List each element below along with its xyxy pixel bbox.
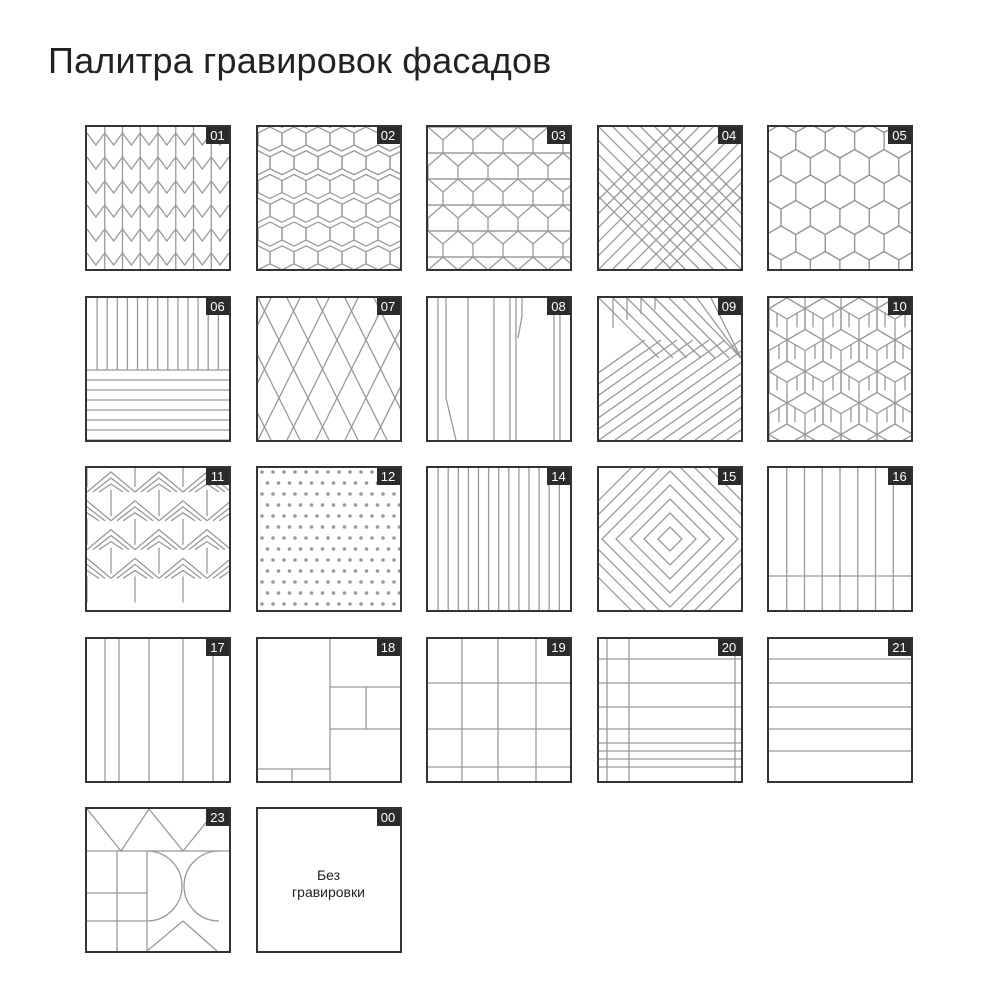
engraving-pattern-horizontal-lines — [769, 639, 911, 781]
tile-code-badge: 12 — [377, 468, 400, 485]
engraving-tile-06[interactable] — [85, 296, 231, 442]
engraving-tile-10[interactable] — [767, 296, 913, 442]
tile-code-badge: 03 — [547, 127, 570, 144]
engraving-pattern-vertical-over-horizontal — [87, 298, 229, 440]
engraving-pattern-isometric-cubes — [769, 298, 911, 440]
tile-code-badge: 02 — [377, 127, 400, 144]
tile-code-badge: 00 — [377, 809, 400, 826]
engraving-tile-21[interactable] — [767, 637, 913, 783]
tile-code-badge: 15 — [718, 468, 741, 485]
no-engraving-label-line2: гравировки — [292, 884, 365, 900]
tile-code-badge: 17 — [206, 639, 229, 656]
tile-code-badge: 01 — [206, 127, 229, 144]
page-title: Палитра гравировок фасадов — [48, 40, 552, 81]
engraving-tile-07[interactable] — [256, 296, 402, 442]
tile-code-badge: 21 — [888, 639, 911, 656]
tile-code-badge: 06 — [206, 298, 229, 315]
engraving-pattern-concentric-diamonds — [599, 468, 741, 610]
tile-code-badge: 08 — [547, 298, 570, 315]
engraving-grid — [85, 125, 917, 955]
engraving-tile-15[interactable] — [597, 466, 743, 612]
tile-code-badge: 05 — [888, 127, 911, 144]
engraving-pattern-diagonal-x — [599, 127, 741, 269]
tile-code-badge: 11 — [206, 468, 229, 485]
engraving-pattern-sparse-verticals — [87, 639, 229, 781]
tile-code-badge: 14 — [547, 468, 570, 485]
engraving-pattern-diagonal-split — [599, 298, 741, 440]
engraving-pattern-irregular-verticals — [428, 298, 570, 440]
tile-code-badge: 23 — [206, 809, 229, 826]
tile-code-badge: 04 — [718, 127, 741, 144]
engraving-tile-08[interactable] — [426, 296, 572, 442]
engraving-pattern-diamonds — [258, 298, 400, 440]
engraving-pattern-grid — [428, 639, 570, 781]
engraving-tile-01[interactable] — [85, 125, 231, 271]
engraving-tile-04[interactable] — [597, 125, 743, 271]
engraving-pattern-dots — [258, 468, 400, 610]
no-engraving-label — [258, 867, 400, 901]
engraving-pattern-hexagons — [769, 127, 911, 269]
engraving-tile-23[interactable] — [85, 807, 231, 953]
engraving-pattern-horizontals-with-edges — [599, 639, 741, 781]
engraving-tile-18[interactable] — [256, 637, 402, 783]
engraving-pattern-elongated-hexagons — [258, 127, 400, 269]
engraving-tile-00[interactable] — [256, 807, 402, 953]
tile-code-badge: 10 — [888, 298, 911, 315]
engraving-tile-14[interactable] — [426, 466, 572, 612]
engraving-tile-19[interactable] — [426, 637, 572, 783]
engraving-tile-20[interactable] — [597, 637, 743, 783]
engraving-tile-12[interactable] — [256, 466, 402, 612]
tile-code-badge: 19 — [547, 639, 570, 656]
engraving-pattern-nested-chevrons — [87, 468, 229, 610]
no-engraving-label-line1: Без — [316, 867, 341, 883]
tile-code-badge: 20 — [718, 639, 741, 656]
engraving-tile-05[interactable] — [767, 125, 913, 271]
tile-code-badge: 09 — [718, 298, 741, 315]
engraving-pattern-vertical-lines — [428, 468, 570, 610]
engraving-pattern-tumbling-stars — [428, 127, 570, 269]
engraving-pattern-panels — [258, 639, 400, 781]
tile-code-badge: 18 — [377, 639, 400, 656]
tile-code-badge: 07 — [377, 298, 400, 315]
engraving-tile-03[interactable] — [426, 125, 572, 271]
engraving-pattern-chevron-columns — [87, 127, 229, 269]
tile-code-badge: 16 — [888, 468, 911, 485]
engraving-tile-09[interactable] — [597, 296, 743, 442]
engraving-pattern-geometric-mix — [87, 809, 229, 951]
engraving-tile-16[interactable] — [767, 466, 913, 612]
engraving-pattern-verticals-with-band — [769, 468, 911, 610]
engraving-tile-11[interactable] — [85, 466, 231, 612]
engraving-tile-02[interactable] — [256, 125, 402, 271]
engraving-tile-17[interactable] — [85, 637, 231, 783]
